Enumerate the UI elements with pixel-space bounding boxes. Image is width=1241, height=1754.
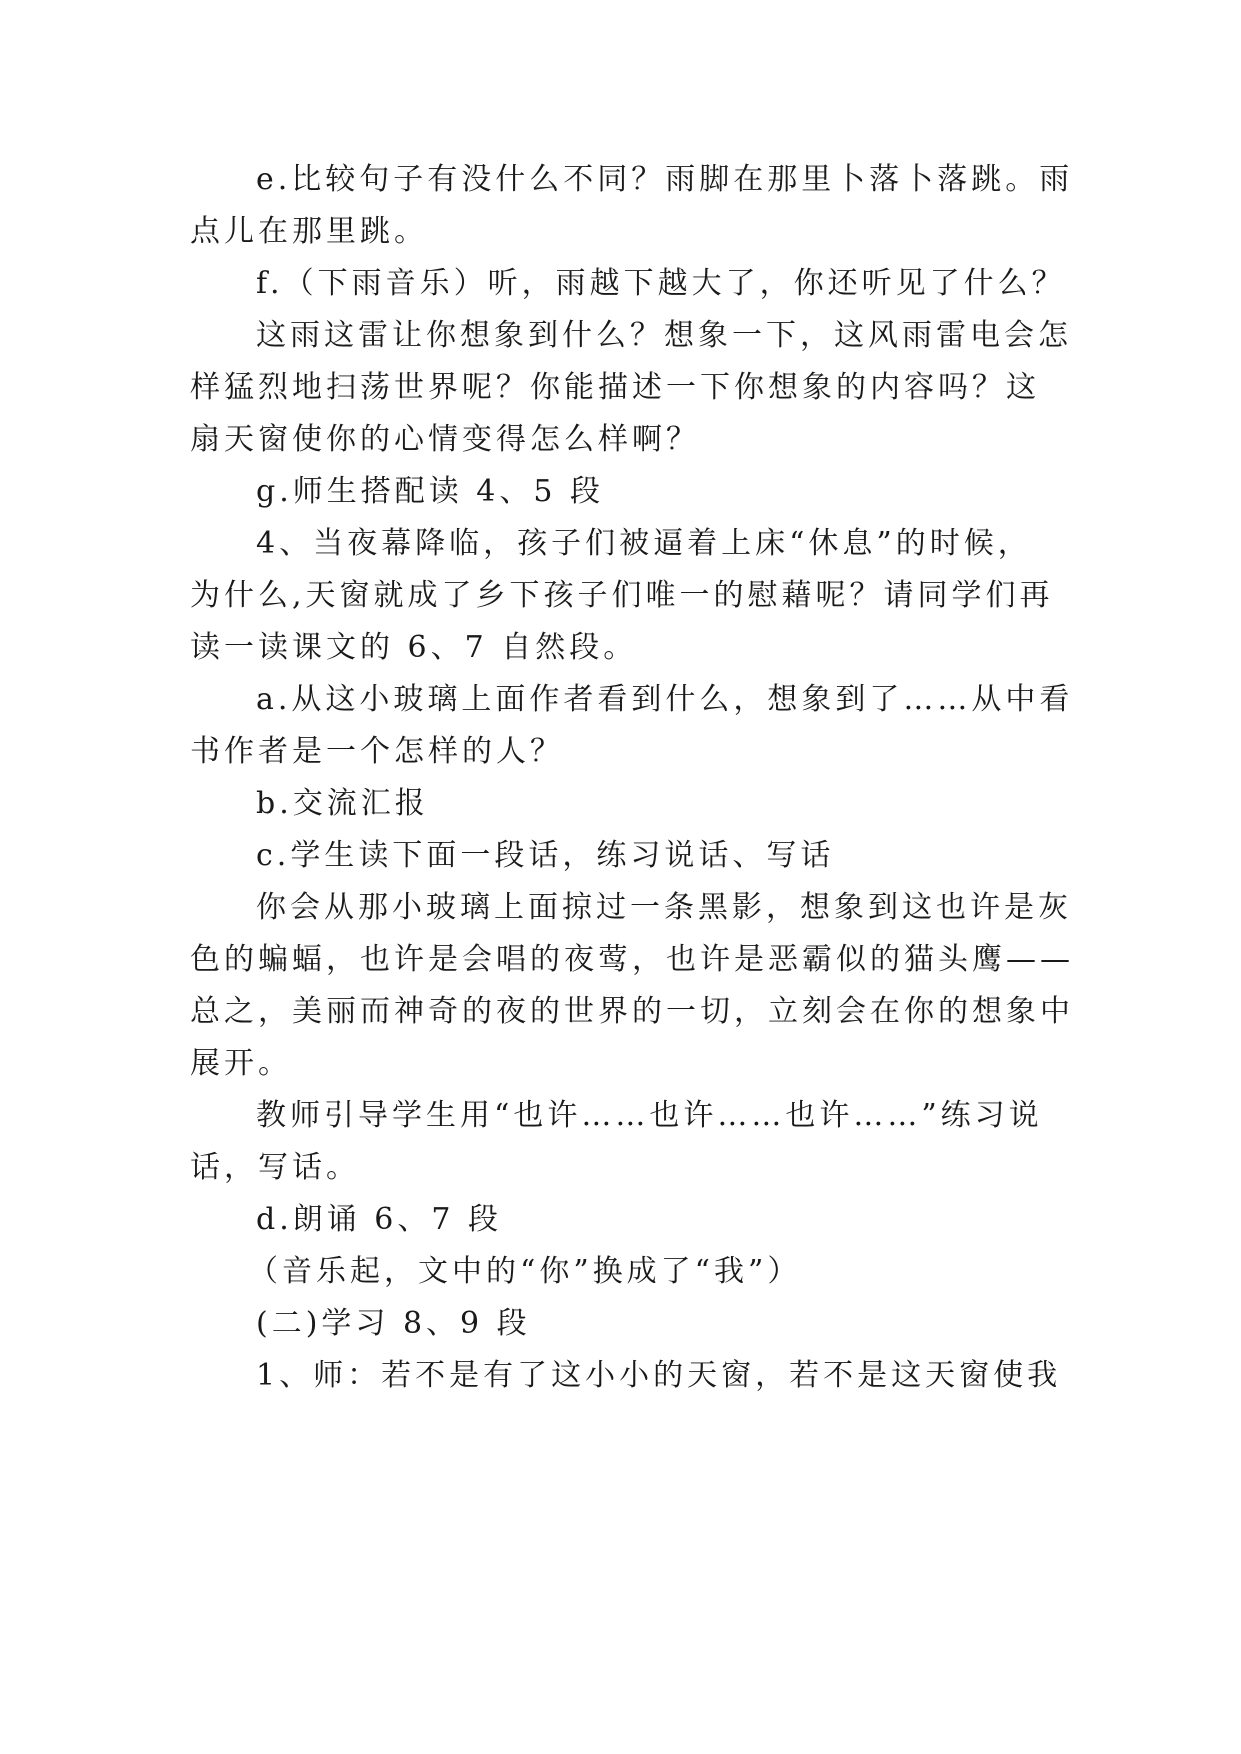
- text-line-10: 读一读课文的 6、7 自然段。: [190, 630, 638, 665]
- text-line-13: b.交流汇报: [256, 786, 429, 821]
- text-line-12: 书作者是一个怎样的人？: [190, 734, 564, 769]
- text-line-7: g.师生搭配读 4、5 段: [256, 474, 604, 509]
- text-line-4: 这雨这雷让你想象到什么？想象一下，这风雨雷电会怎: [256, 318, 1072, 353]
- text-line-6: 扇天窗使你的心情变得怎么样啊？: [190, 422, 700, 457]
- text-line-19: 教师引导学生用“也许……也许……也许……”练习说: [256, 1098, 1043, 1133]
- text-line-24: 1、师：若不是有了这小小的天窗，若不是这天窗使我: [256, 1358, 1062, 1393]
- text-line-8: 4、当夜幕降临，孩子们被逼着上床“休息”的时候，: [256, 526, 1032, 561]
- text-line-2: 点儿在那里跳。: [190, 214, 428, 249]
- text-line-17: 总之，美丽而神奇的夜的世界的一切，立刻会在你的想象中: [190, 994, 1074, 1029]
- text-line-5: 样猛烈地扫荡世界呢？你能描述一下你想象的内容吗？这: [190, 370, 1040, 405]
- text-line-20: 话，写话。: [190, 1150, 360, 1185]
- text-line-18: 展开。: [190, 1046, 292, 1081]
- text-line-9: 为什么,天窗就成了乡下孩子们唯一的慰藉呢？请同学们再: [190, 578, 1054, 613]
- text-line-16: 色的蝙蝠，也许是会唱的夜莺，也许是恶霸似的猫头鹰——: [190, 942, 1074, 977]
- text-line-1: e.比较句子有没什么不同？雨脚在那里卜落卜落跳。雨: [256, 162, 1074, 197]
- text-line-23: (二)学习 8、9 段: [256, 1306, 531, 1341]
- text-line-11: a.从这小玻璃上面作者看到什么，想象到了……从中看: [256, 682, 1074, 717]
- text-line-14: c.学生读下面一段话，练习说话、写话: [256, 838, 835, 873]
- text-line-3: f.（下雨音乐）听，雨越下越大了，你还听见了什么？: [256, 266, 1066, 301]
- text-line-21: d.朗诵 6、7 段: [256, 1202, 502, 1237]
- text-line-15: 你会从那小玻璃上面掠过一条黑影，想象到这也许是灰: [256, 890, 1072, 925]
- text-line-22: （音乐起，文中的“你”换成了“我”）: [248, 1254, 802, 1289]
